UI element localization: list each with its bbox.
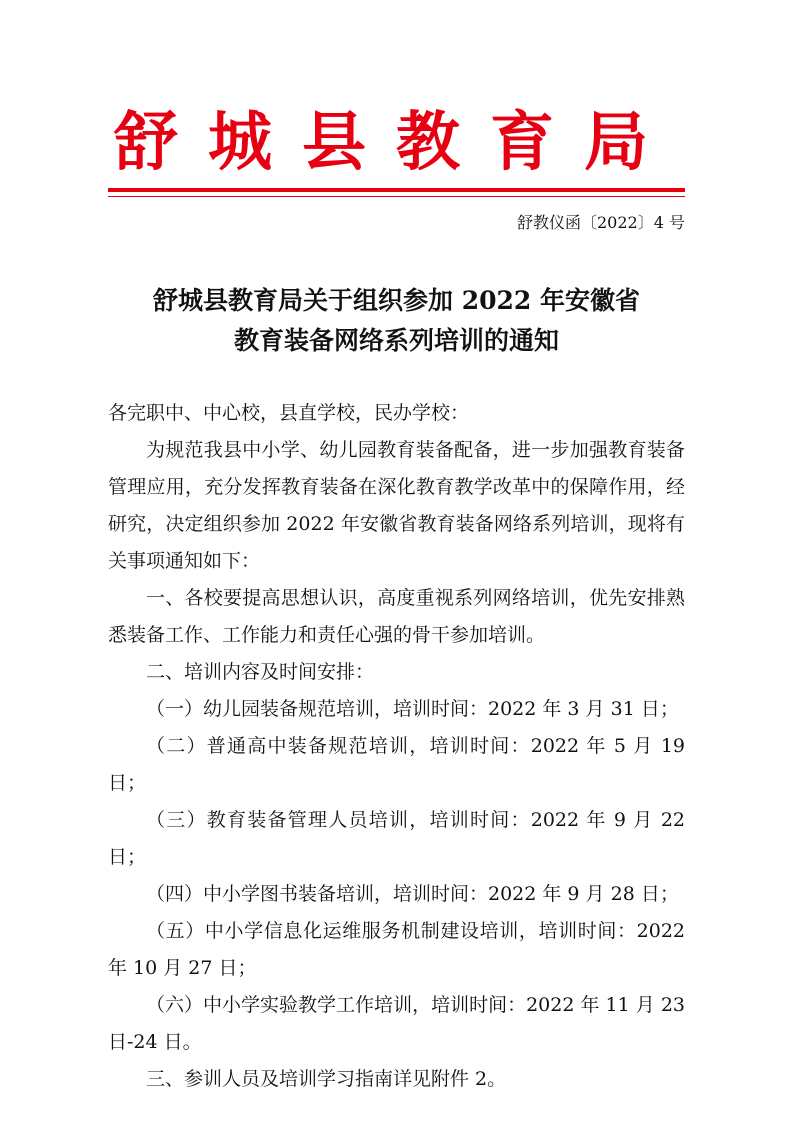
salutation: 各完职中、中心校，县直学校，民办学校： (108, 402, 470, 424)
schedule-item-2: （二）普通高中装备规范培训，培训时间：2022 年 5 月 19 日； (108, 735, 685, 794)
schedule-item-6: （六）中小学实验教学工作培训，培训时间：2022 年 11 月 23 日-24 日。 (108, 994, 685, 1053)
item-2-heading: 二、培训内容及时间安排： (146, 661, 375, 683)
masthead-rule-thin (108, 196, 685, 197)
schedule-item-3: （三）教育装备管理人员培训，培训时间：2022 年 9 月 22 日； (108, 809, 685, 868)
document-title (108, 281, 685, 361)
intro-paragraph: 为规范我县中小学、幼儿园教育装备配备，进一步加强教育装备管理应用，充分发挥教育装备在深化教育教学改革中的保障作用，经研究，决定组织参加 2022 年安徽省教育装备网络系列培训，现将有关事项通知如下： (108, 439, 685, 572)
title-line-1: 舒城县教育局关于组织参加 2022 年安徽省 (153, 286, 640, 315)
title-line-2: 教育装备网络系列培训的通知 (233, 326, 559, 355)
item-3-paragraph: 三、参训人员及培训学习指南详见附件 2。 (146, 1068, 507, 1090)
masthead-title: 舒城县教育局 (114, 105, 678, 180)
document-number: 舒教仪函〔2022〕4 号 (517, 213, 685, 232)
schedule-item-1: （一）幼儿园装备规范培训，培训时间：2022 年 3 月 31 日； (146, 698, 679, 720)
document-body (108, 395, 685, 1098)
schedule-item-4: （四）中小学图书装备培训，培训时间：2022 年 9 月 28 日； (146, 883, 679, 905)
schedule-item-5: （五）中小学信息化运维服务机制建设培训，培训时间：2022 年 10 月 27 日； (108, 920, 685, 979)
masthead-rule-thick (108, 188, 685, 192)
item-1-paragraph: 一、各校要提高思想认识，高度重视系列网络培训，优先安排熟悉装备工作、工作能力和责任心强的骨干参加培训。 (108, 587, 685, 646)
